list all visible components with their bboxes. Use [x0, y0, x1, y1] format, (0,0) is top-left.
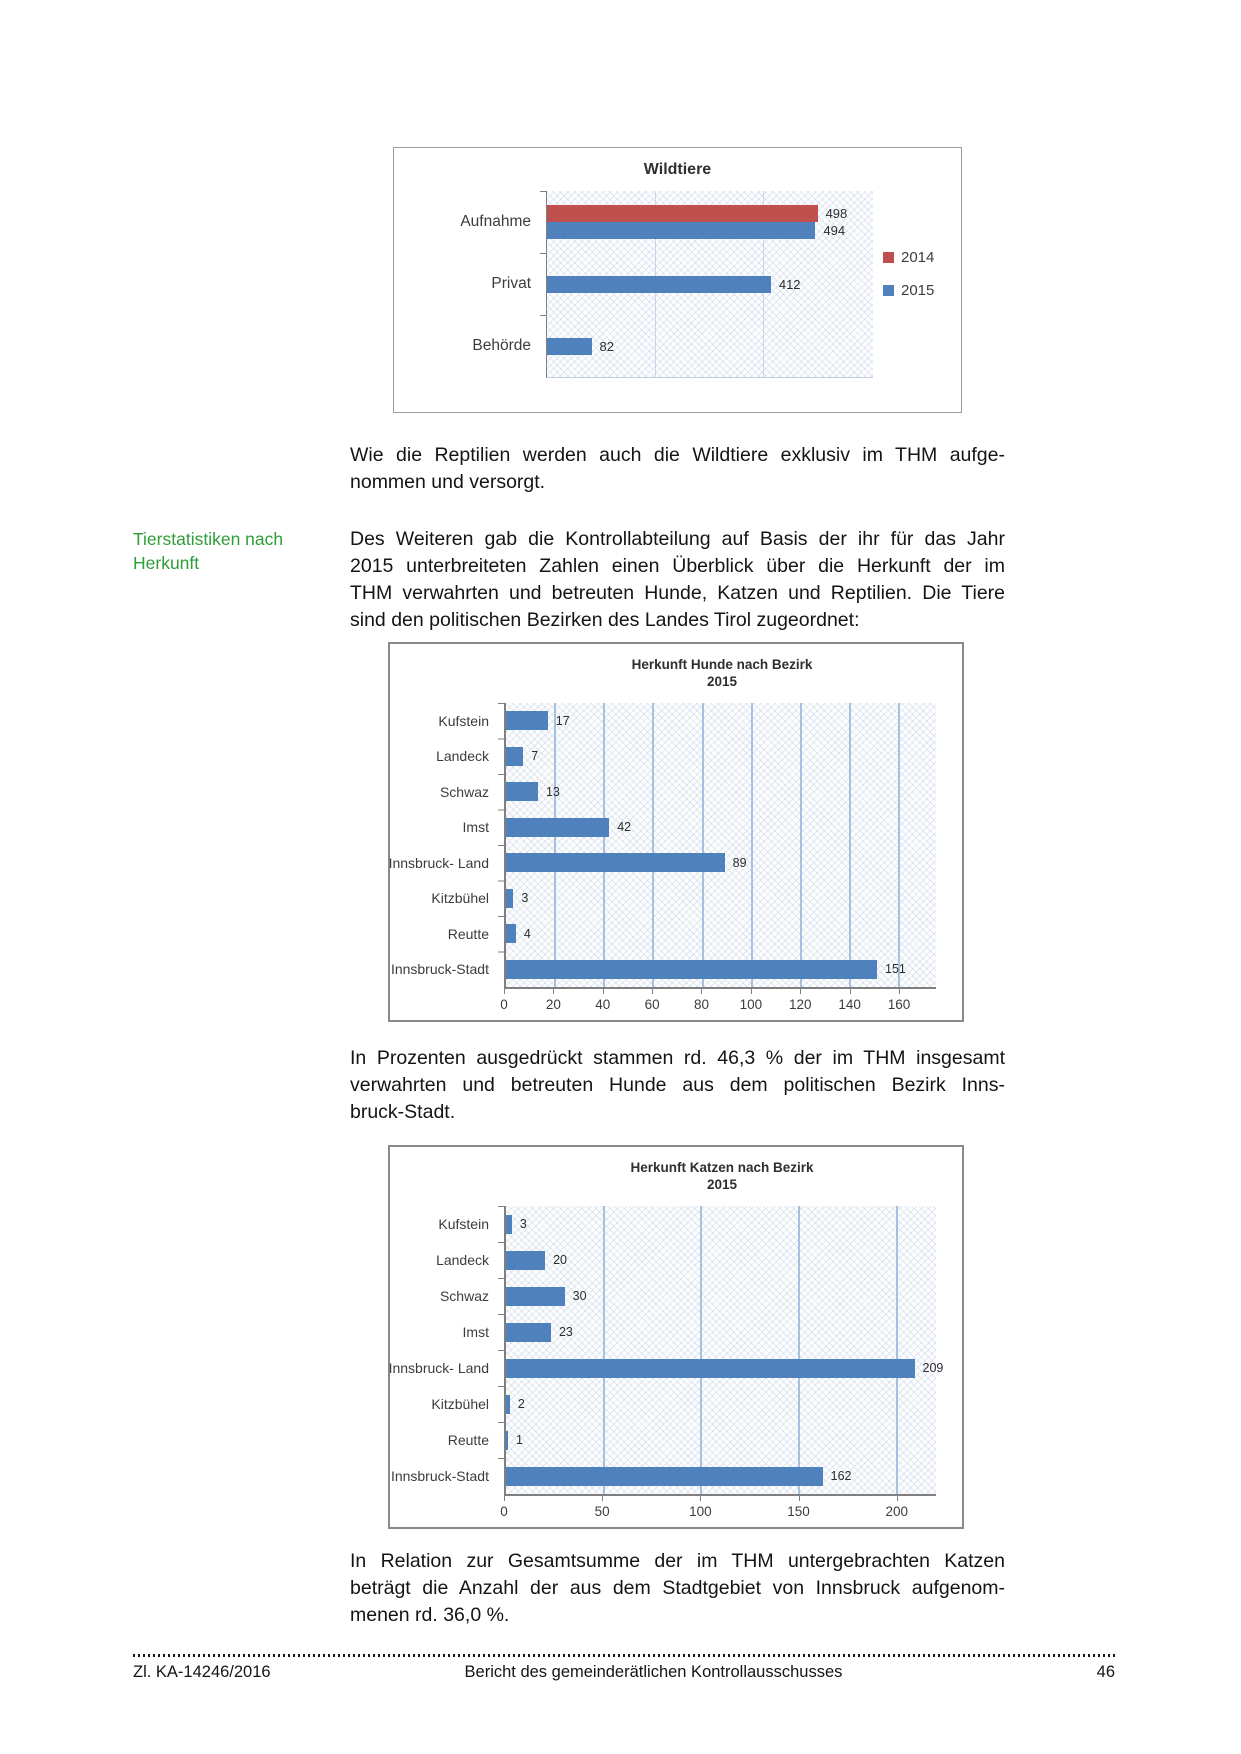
bar-value-label: 20 — [553, 1253, 567, 1267]
x-tick-label: 60 — [644, 997, 660, 1012]
bar-value-label: 498 — [825, 206, 848, 221]
bar — [506, 711, 548, 730]
text-line: In Prozenten ausgedrückt stammen rd. 46,3 % der im THM insgesamt — [350, 1047, 1005, 1069]
category-axis — [390, 1206, 498, 1494]
x-tick-mark — [850, 989, 851, 994]
bar-line — [506, 853, 936, 872]
category-label: Innsbruck-Stadt — [390, 1468, 489, 1484]
bar-line — [506, 889, 936, 908]
bar-row — [506, 1314, 936, 1350]
category-label: Schwaz — [439, 783, 489, 800]
bar-line — [506, 818, 936, 837]
bar — [506, 1467, 823, 1486]
bar-row — [506, 1206, 936, 1242]
x-tick-label: 0 — [500, 1504, 508, 1519]
bar-row — [506, 1278, 936, 1314]
x-tick-mark — [751, 989, 752, 994]
category-label: Schwaz — [439, 1288, 489, 1304]
x-tick-mark — [602, 1496, 603, 1501]
x-tick-label: 100 — [689, 1504, 712, 1519]
legend-label: 2014 — [901, 249, 935, 266]
bar-value-label: 89 — [732, 855, 747, 870]
plot-area — [504, 1206, 944, 1494]
category-label: Kitzbühel — [431, 890, 489, 907]
bar — [506, 1251, 545, 1270]
bar-row — [506, 703, 936, 739]
bar-value-label: 82 — [599, 338, 615, 354]
category-label: Reutte — [447, 1432, 489, 1448]
x-tick-label: 20 — [545, 997, 561, 1012]
footer-reference: Zl. KA-14246/2016 — [133, 1663, 271, 1681]
wildtiere-chart — [393, 147, 962, 413]
legend-label: 2015 — [901, 282, 935, 299]
bar-line — [506, 1323, 936, 1342]
sidebar-heading — [133, 527, 343, 575]
sidebar-heading-line: Tierstatistiken nach — [133, 529, 284, 549]
chart-subtitle: 2015 — [706, 674, 738, 689]
chart-body — [394, 191, 961, 378]
bar-line — [506, 1287, 936, 1306]
x-tick-label: 100 — [739, 997, 763, 1012]
text-line: 2015 unterbreiteten Zahlen einen Überblick über die Herkunft der im — [350, 555, 1005, 577]
bar-row — [506, 810, 936, 846]
bar-row — [506, 774, 936, 810]
text-line: Wie die Reptilien werden auch die Wildtiere exklusiv im THM aufge- — [350, 444, 1005, 466]
bar — [506, 1359, 915, 1378]
bar-value-label: 162 — [830, 1469, 852, 1483]
bar-value-label: 3 — [519, 1217, 527, 1231]
category-label: Kufstein — [438, 712, 489, 729]
category-label: Innsbruck- Land — [388, 1360, 489, 1376]
category-label: Kufstein — [438, 1216, 489, 1232]
bar — [506, 889, 513, 908]
footer — [133, 1663, 1115, 1685]
text-line: bruck-Stadt. — [350, 1101, 456, 1123]
text-line: In Relation zur Gesamtsumme der im THM untergebrachten Katzen — [350, 1550, 1005, 1572]
category-label: Reutte — [447, 925, 489, 942]
x-tick-label: 160 — [887, 997, 911, 1012]
text-line: menen rd. 36,0 %. — [350, 1604, 510, 1626]
chart-title: Herkunft Hunde nach Bezirk — [631, 657, 813, 672]
category-label: Imst — [462, 1324, 489, 1340]
x-tick-mark — [504, 989, 505, 994]
x-tick-mark — [652, 989, 653, 994]
legend — [873, 191, 961, 299]
bar-row — [506, 1242, 936, 1278]
footer-title: Bericht des gemeinderätlichen Kontrollausschusses — [464, 1663, 843, 1681]
bar-row — [506, 845, 936, 881]
bar-line — [506, 1431, 936, 1450]
bar — [506, 924, 516, 943]
chart-title: Herkunft Katzen nach Bezirk — [630, 1160, 814, 1175]
bar-line — [506, 711, 936, 730]
bar-row — [506, 1386, 936, 1422]
bar — [547, 205, 818, 222]
bar-value-label: 2 — [517, 1397, 525, 1411]
bar-value-label: 151 — [885, 962, 906, 977]
bar-line — [547, 222, 873, 239]
x-tick-mark — [700, 1496, 701, 1501]
text-line: nommen und versorgt. — [350, 471, 546, 493]
plot-wrap — [500, 1206, 944, 1526]
bar — [547, 276, 771, 293]
bar — [506, 782, 538, 801]
bar-row — [547, 253, 873, 315]
bar — [506, 747, 523, 766]
text-line: Des Weiteren gab die Kontrollabteilung auf Basis der ihr für das Jahr — [350, 528, 1005, 550]
bar-row — [547, 315, 873, 377]
bar-line — [506, 1359, 944, 1378]
text-line: verwahrten und betreuten Hunde aus dem politischen Bezirk Inns- — [350, 1074, 1005, 1096]
chart-title: Wildtiere — [643, 161, 712, 178]
bar — [506, 1431, 508, 1450]
x-tick-label: 140 — [838, 997, 861, 1012]
x-tick-mark — [899, 989, 900, 994]
bar-line — [506, 1251, 936, 1270]
bar-row — [547, 191, 873, 253]
category-label: Landeck — [436, 1252, 489, 1268]
x-tick-label: 50 — [594, 1504, 610, 1519]
x-tick-label: 0 — [500, 997, 508, 1012]
category-axis — [394, 191, 540, 377]
footer-divider — [133, 1654, 1115, 1657]
chart-body — [390, 703, 962, 1019]
x-axis — [500, 1494, 936, 1526]
bar-value-label: 209 — [922, 1361, 944, 1375]
bar — [547, 222, 815, 239]
category-label: Imst — [462, 819, 489, 836]
plot-wrap — [546, 191, 873, 378]
bar-line — [506, 1467, 936, 1486]
category-label: Landeck — [436, 748, 489, 765]
text-line: sind den politischen Bezirken des Landes Tirol zugeordnet: — [350, 609, 860, 631]
x-tick-label: 40 — [595, 997, 611, 1012]
paragraph-hunde-prozent — [350, 1045, 1005, 1126]
bar-row — [506, 881, 936, 917]
x-tick-label: 80 — [693, 997, 709, 1012]
bar-value-label: 412 — [778, 276, 801, 292]
category-label: Kitzbühel — [431, 1396, 489, 1412]
bar — [506, 1287, 565, 1306]
bar — [506, 1215, 512, 1234]
category-label: Privat — [491, 275, 531, 292]
bar-value-label: 4 — [523, 926, 531, 941]
bar-row — [506, 1422, 936, 1458]
bar-value-label: 23 — [558, 1325, 573, 1339]
category-axis — [390, 703, 498, 987]
bar — [506, 1323, 551, 1342]
bar-line — [547, 205, 873, 222]
bar-line — [506, 747, 936, 766]
legend-swatch-icon — [883, 252, 894, 263]
bar-row — [506, 1458, 936, 1494]
bar-value-label: 7 — [531, 749, 539, 764]
bar-line — [506, 924, 936, 943]
chart-body — [390, 1206, 962, 1526]
x-tick-mark — [799, 1496, 800, 1501]
bar-value-label: 13 — [545, 784, 560, 799]
bar-value-label: 42 — [617, 820, 632, 835]
text-line: beträgt die Anzahl der aus dem Stadtgebiet von Innsbruck aufgenom- — [350, 1577, 1005, 1599]
category-label: Innsbruck- Land — [388, 854, 489, 871]
bar — [506, 853, 725, 872]
category-label: Behörde — [472, 337, 531, 354]
bar-line — [506, 1395, 936, 1414]
sidebar-heading-line: Herkunft — [133, 553, 200, 573]
x-tick-mark — [701, 989, 702, 994]
chart-subtitle: 2015 — [706, 1177, 738, 1192]
bar-row — [506, 916, 936, 952]
bar — [506, 818, 609, 837]
paragraph-katzen-prozent — [350, 1548, 1005, 1629]
x-tick-label: 120 — [788, 997, 812, 1012]
x-tick-mark — [800, 989, 801, 994]
bar-line — [547, 338, 873, 355]
bar-value-label: 494 — [823, 223, 846, 238]
x-tick-mark — [504, 1496, 505, 1501]
bar-value-label: 17 — [555, 713, 570, 728]
bar-row — [506, 739, 936, 775]
legend-entry — [883, 282, 961, 299]
hunde-chart — [388, 642, 964, 1022]
bar-line — [506, 960, 936, 979]
plot-area — [546, 191, 873, 378]
paragraph-herkunft — [350, 526, 1005, 634]
bar — [506, 1395, 510, 1414]
legend-swatch-icon — [883, 285, 894, 296]
bar-value-label: 30 — [572, 1289, 587, 1303]
category-label: Innsbruck-Stadt — [390, 961, 489, 978]
legend-entry — [883, 249, 961, 266]
plot-area — [504, 703, 936, 987]
x-tick-mark — [897, 1496, 898, 1501]
bar — [547, 338, 592, 355]
bar-row — [506, 952, 936, 988]
paragraph-wildtiere — [350, 442, 1005, 496]
bar-value-label: 3 — [521, 891, 529, 906]
bar — [506, 960, 877, 979]
footer-page-number: 46 — [1096, 1663, 1115, 1681]
x-tick-mark — [603, 989, 604, 994]
bar-line — [547, 276, 873, 293]
x-axis — [500, 987, 936, 1019]
bar-line — [506, 782, 936, 801]
plot-wrap — [500, 703, 936, 1019]
bar-row — [506, 1350, 944, 1386]
x-tick-label: 150 — [787, 1504, 810, 1519]
bar-line — [506, 1215, 936, 1234]
x-tick-mark — [553, 989, 554, 994]
category-label: Aufnahme — [460, 213, 531, 230]
text-line: THM verwahrten und betreuten Hunde, Katzen und Reptilien. Die Tiere — [350, 582, 1005, 604]
katzen-chart — [388, 1145, 964, 1529]
bar-value-label: 1 — [515, 1433, 523, 1447]
x-tick-label: 200 — [885, 1504, 908, 1519]
